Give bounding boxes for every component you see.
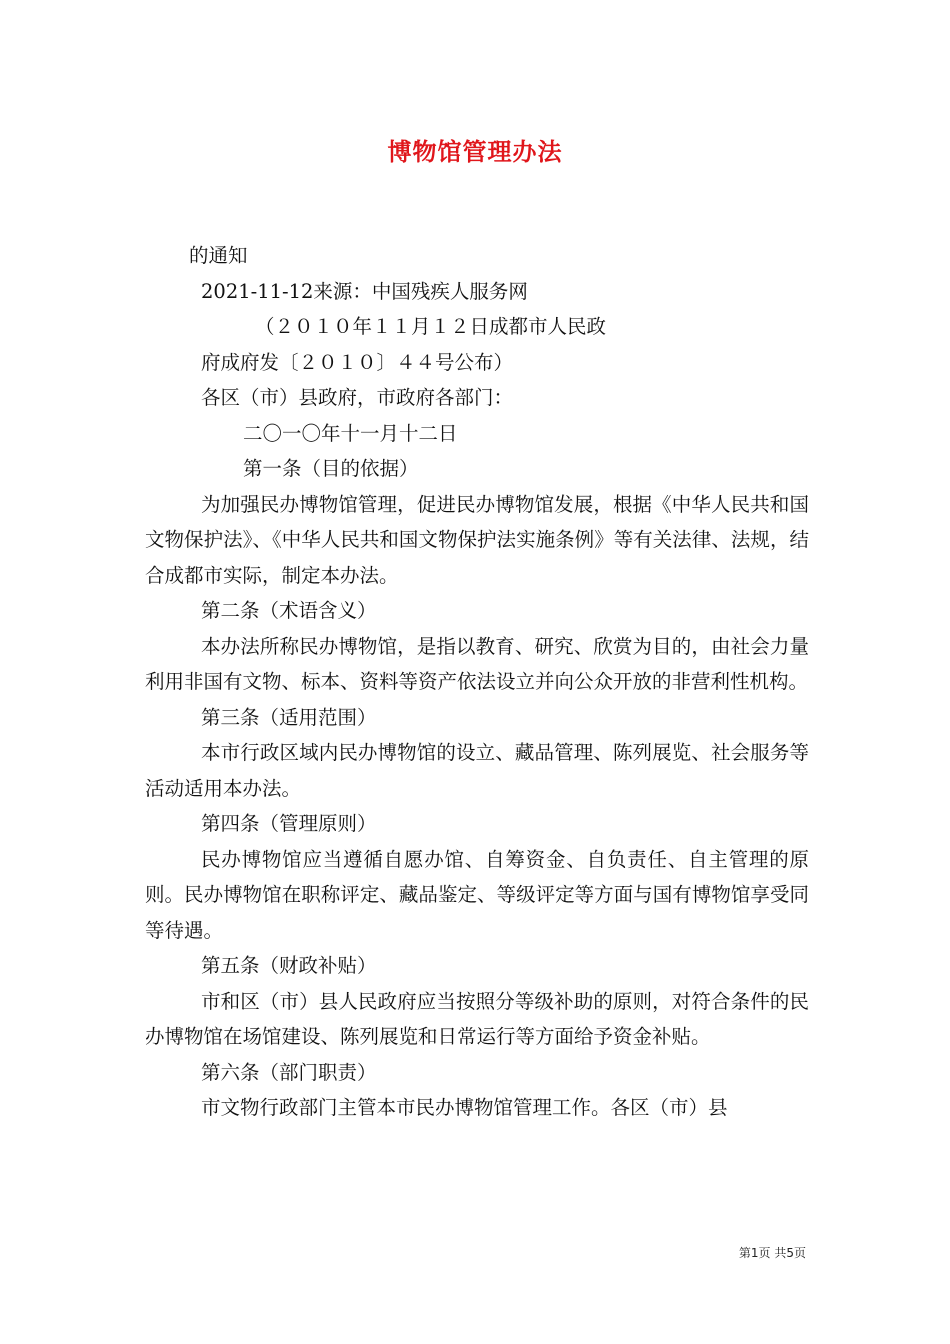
article-text: 民办博物馆应当遵循自愿办馆、自筹资金、自负责任、自主管理的原则。民办博物馆在职称评定、藏品鉴定、等级评定等方面与国有博物馆享受同等待遇。 — [145, 847, 809, 942]
article-text: 市和区（市）县人民政府应当按照分等级补助的原则，对符合条件的民办博物馆在场馆建设、陈列展览和日常运行等方面给予资金补贴。 — [145, 989, 809, 1048]
article-heading: 第三条（适用范围） — [201, 705, 377, 729]
article-text: 为加强民办博物馆管理，促进民办博物馆发展，根据《中华人民共和国文物保护法》、《中华人民共和国文物保护法实施条例》等有关法律、法规，结合成都市实际，制定本办法。 — [145, 492, 809, 587]
article-heading: 第六条（部门职责） — [201, 1060, 377, 1084]
article-text: 市文物行政部门主管本市民办博物馆管理工作。各区（市）县 — [201, 1096, 728, 1119]
article-heading: 第二条（术语含义） — [201, 599, 377, 622]
date-cn-line: 二〇一〇年十一月十二日 — [243, 421, 458, 445]
issued-line-1: （２０１０年１１月１２日成都市人民政 — [255, 315, 607, 338]
addressee-line: 各区（市）县政府，市政府各部门： — [201, 386, 514, 409]
document-title: 博物馆管理办法 — [387, 137, 563, 166]
article-text: 本市行政区域内民办博物馆的设立、藏品管理、陈列展览、社会服务等活动适用本办法。 — [145, 741, 809, 800]
article-text: 本办法所称民办博物馆，是指以教育、研究、欣赏为目的，由社会力量利用非国有文物、标本、资料等资产依法设立并向公众开放的非营利性机构。 — [145, 634, 809, 693]
page-number-footer: 第1页 共5页 — [738, 1246, 806, 1260]
notice-line: 的通知 — [189, 244, 248, 267]
issued-line-2: 府成府发〔２０１０〕４４号公布） — [201, 350, 514, 374]
article-heading: 第四条（管理原则） — [201, 812, 377, 835]
article-heading: 第五条（财政补贴） — [201, 954, 377, 977]
article-heading: 第一条（目的依据） — [243, 457, 419, 480]
document-body — [145, 238, 809, 1126]
date-source-line: 2021-11-12来源：中国残疾人服务网 — [201, 279, 528, 303]
